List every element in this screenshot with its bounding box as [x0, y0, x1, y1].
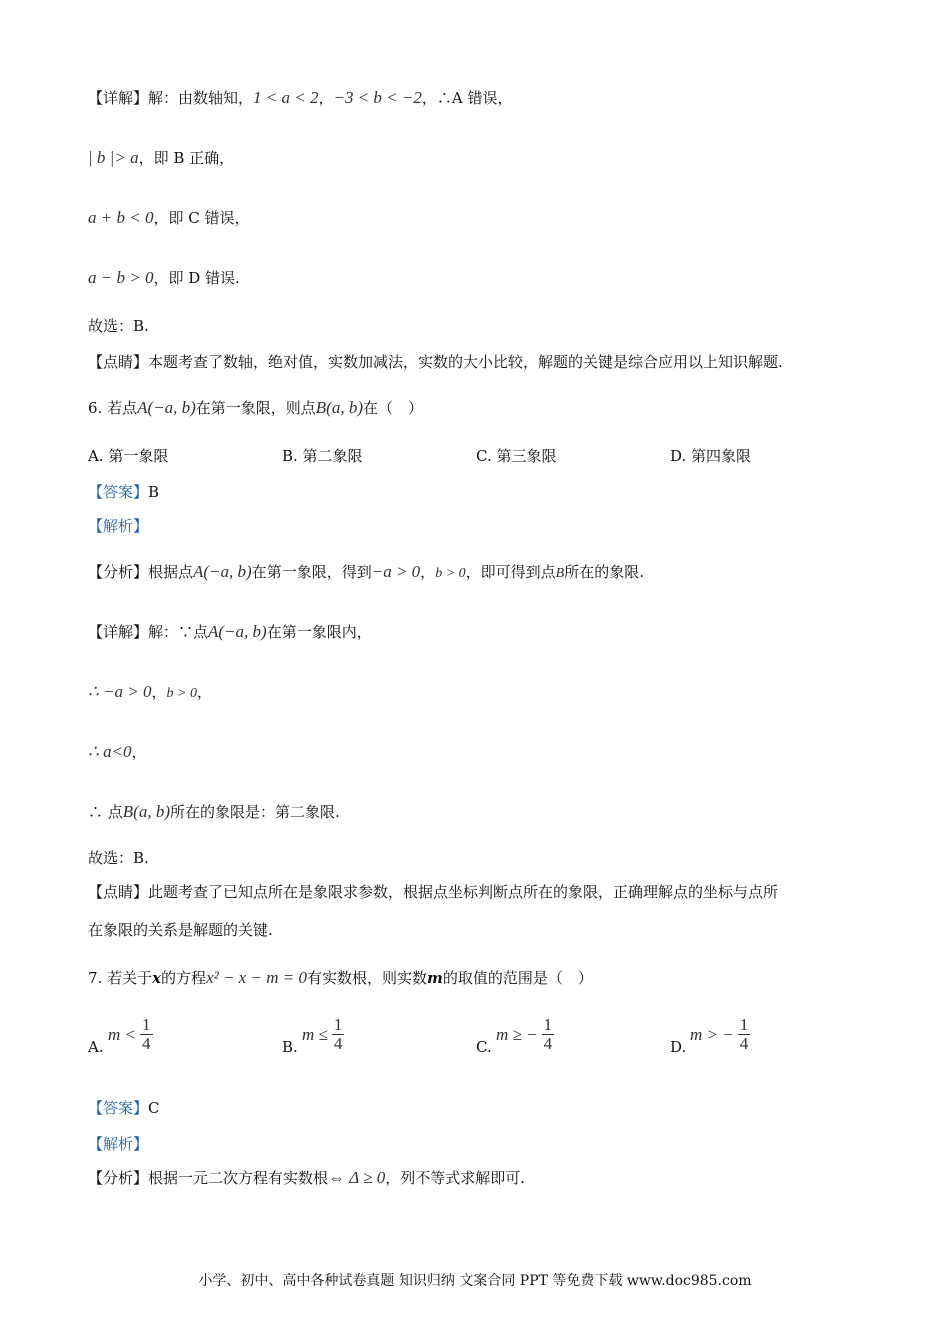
q6-step-2: ∴ a<0，: [88, 742, 147, 761]
q7-answer: 【答案】C: [88, 1099, 160, 1117]
q6-choice: 故选：B.: [88, 849, 149, 867]
q7-option-d: D. m > − $\frac{1}{4}$: [670, 1015, 749, 1056]
q6-step-1: ∴ −a > 0，b > 0，: [88, 682, 212, 701]
q7-analysis: 【分析】根据一元二次方程有实数根⇔ Δ ≥ 0，列不等式求解即可.: [88, 1168, 526, 1187]
question-7: 7. 若关于x的方程x² − x − m = 0有实数根，则实数m的取值的范围是（ ）: [88, 968, 593, 987]
detail-line-4: a − b > 0，即 D 错误.: [88, 268, 240, 287]
fraction: $\frac{1}{4}$: [543, 1015, 553, 1053]
q6-option-d: D. 第四象限: [670, 447, 752, 465]
q6-jiexi: 【解析】: [88, 517, 149, 535]
q6-option-c: C. 第三象限: [476, 447, 557, 465]
q6-analysis: 【分析】根据点A(−a, b)在第一象限，得到−a > 0，b > 0，即可得到点B所在的象限.: [88, 562, 644, 581]
q6-option-b: B. 第二象限: [282, 447, 363, 465]
question-6: 6. 若点A(−a, b)在第一象限，则点B(a, b)在（ ）: [88, 398, 424, 417]
fraction: $\frac{1}{4}$: [739, 1015, 749, 1053]
fraction: $\frac{1}{4}$: [142, 1015, 151, 1053]
q6-step-3: ∴ 点B(a, b)所在的象限是：第二象限.: [88, 802, 340, 821]
fraction: $\frac{1}{4}$: [333, 1015, 343, 1053]
q7-option-a: A. m < $\frac{1}{4}$: [88, 1015, 151, 1056]
q6-answer: 【答案】B: [88, 483, 160, 501]
q7-option-b: B. m ≤ $\frac{1}{4}$: [282, 1015, 343, 1056]
detail-line-3: a + b < 0，即 C 错误，: [88, 208, 250, 227]
comment-line: 【点睛】本题考查了数轴，绝对值，实数加减法，实数的大小比较，解题的关键是综合应用以上知识解题.: [88, 353, 783, 371]
choice-line: 故选：B.: [88, 317, 149, 335]
q6-option-a: A. 第一象限: [88, 447, 169, 465]
q7-option-c: C. m ≥ − $\frac{1}{4}$: [476, 1015, 553, 1056]
q6-comment-1: 【点睛】此题考查了已知点所在是象限求参数，根据点坐标判断点所在的象限，正确理解点的坐标与点所: [88, 883, 779, 901]
q7-jiexi: 【解析】: [88, 1135, 149, 1153]
detail-line-2: | b |> a，即 B 正确，: [88, 148, 235, 167]
q6-comment-2: 在象限的关系是解题的关键.: [88, 921, 273, 939]
q6-detail: 【详解】解：∵点A(−a, b)在第一象限内，: [88, 622, 372, 641]
page-footer: 小学、初中、高中各种试卷真题 知识归纳 文案合同 PPT 等免费下载 www.doc985.com: [198, 1273, 752, 1289]
detail-line-1: 【详解】解：由数轴知，1 < a < 2，−3 < b < −2，∴A 错误，: [88, 88, 513, 107]
